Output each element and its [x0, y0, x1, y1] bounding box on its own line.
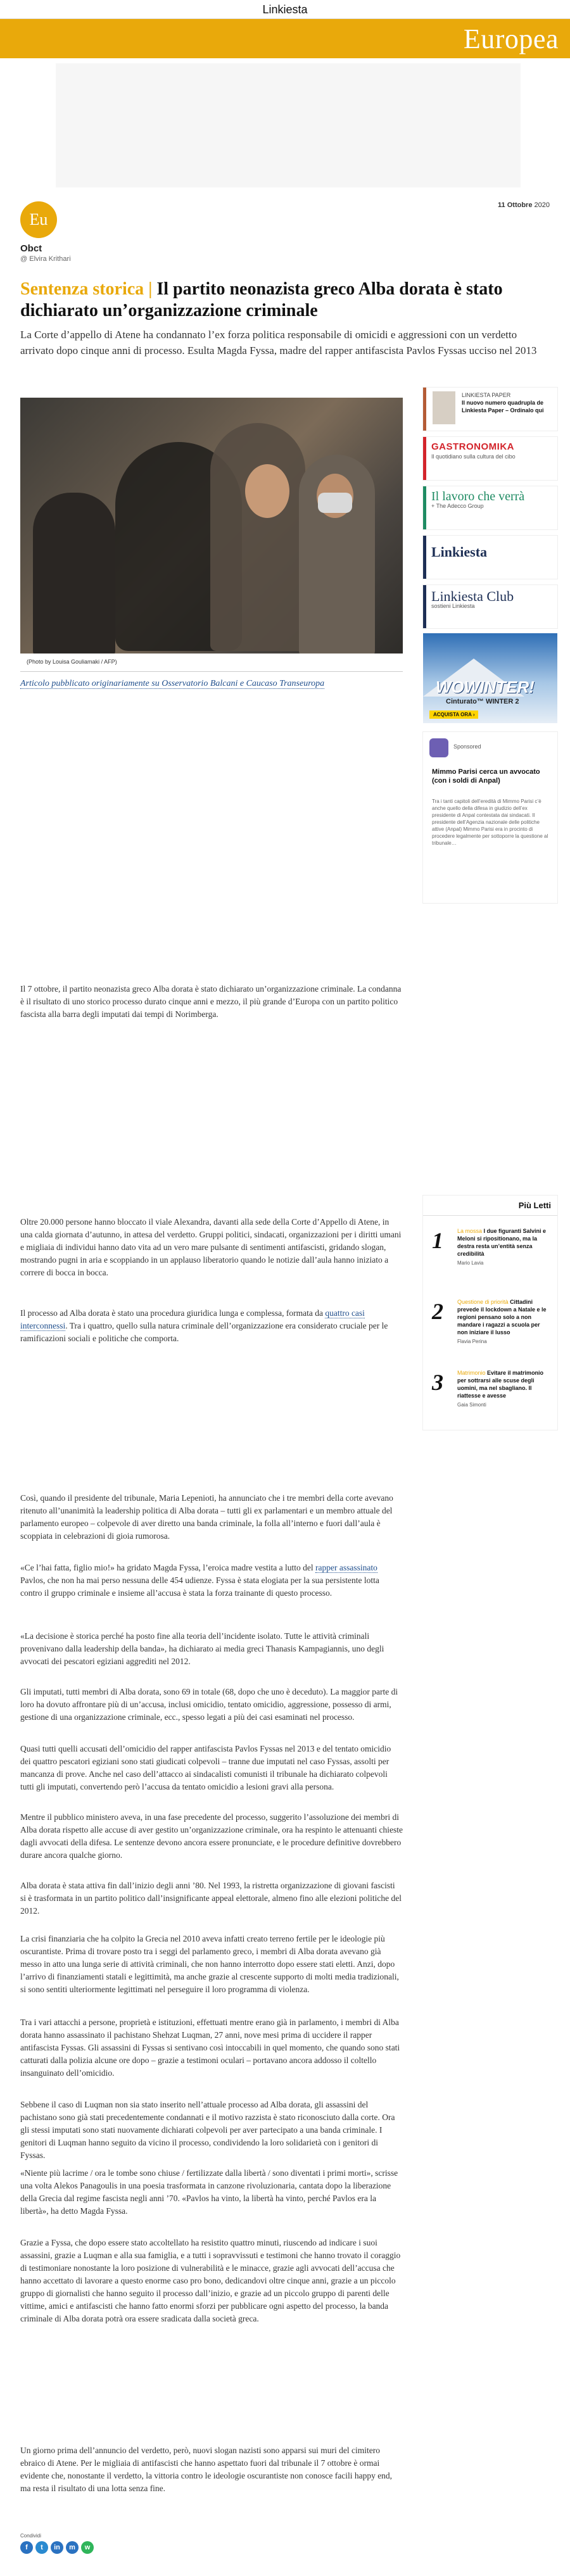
- share-label: Condividi: [20, 2533, 41, 2539]
- author-avatar[interactable]: Eu: [20, 201, 57, 238]
- author-row: [20, 201, 550, 263]
- paragraph-text: Il processo ad Alba dorata è stato una procedura giuridica lunga e complessa, formata da: [20, 1308, 326, 1318]
- article-paragraph: [20, 1307, 403, 1345]
- promo-gastro-sub: Il quotidiano sulla cultura del cibo: [431, 453, 516, 460]
- most-read-title: Più Letti: [423, 1196, 557, 1216]
- article-paragraph: Tra i vari attacchi a persone, proprietà e istituzioni, effettuati mentre erano già in parlamento, i membri di Alba dorata hanno assassinato il pachistano Shehzat Luqman, 27 anni, nove mesi prima di uccidere il rapper antifascista Fyssas. Gli assassini di Fyssas si sentivano così intoccabili in quel momento, che quando sono stati catturati dalla polizia alcune ore dopo – grazie a testimoni oculari – portavano ancora addosso il coltello insanguinato dell’omicidio.: [20, 2017, 400, 2078]
- section-banner: [0, 19, 570, 58]
- hero-photo[interactable]: [20, 398, 403, 653]
- article-date: [498, 201, 550, 209]
- whatsapp-share-icon[interactable]: w: [81, 2541, 94, 2554]
- item-title[interactable]: Cittadini prevede il lockdown a Natale e le regioni pensano solo a non mandare i ragazzi a scuola per non iniziare il lusso: [457, 1299, 547, 1335]
- promo-lavoro-sub: + The Adecco Group: [431, 503, 484, 509]
- article-paragraph: Grazie a Fyssa, che dopo essere stato accoltellato ha resistito quattro minuti, riuscendo ad indicare i suoi assassini, grazie a Luqman e alla sua famiglia, e a tutti i sopravvissuti e testimoni che hanno trovato il coraggio di testimoniare nonostante la loro posizione di vulnerabilità e le minacce, grazie agli avvocati dell’accusa che hanno accettato di lavorare a questo enorme caso pro bono, dedicandovi oltre cinque anni, grazie a un piccolo gruppo di giornalisti che hanno seguito il processo dall’inizio, e grazie ad un piccolo gruppo di parenti delle vittime, amici e antifascisti che hanno fatto enormi sforzi per pubblicare ogni aspetto del processo, la banda criminale di Alba dorata potrà ora essere sradicata dalla società greca.: [20, 2238, 401, 2323]
- promo-club-sub: sostieni Linkiesta: [431, 603, 475, 609]
- item-kicker: La mossa: [457, 1228, 483, 1234]
- article-paragraph: Gli imputati, tutti membri di Alba dorata, sono 69 in totale (68, dopo che uno è deceduto). La maggior parte di loro ha dovuto affrontare più di un’accusa, inclusi omicidio, tentato omicidio, aggressione, possesso di armi, gestione di una organizzazione criminale, ecc., spesso legati a più dei casi esaminati nel processo.: [20, 1687, 398, 1722]
- source-note: [20, 679, 403, 689]
- facebook-share-icon[interactable]: f: [20, 2541, 33, 2554]
- promo-linkiesta-title: Linkiesta: [431, 544, 488, 560]
- article-paragraph: Il 7 ottobre, il partito neonazista greco Alba dorata è stato dichiarato un’organizzazione criminale. La condanna è il risultato di uno storico processo durato cinque anni e mezzo, il più grande d’Europa con un partito politico fascista alla barra degli imputati dai tempi di Norimberga.: [20, 984, 402, 1019]
- article-paragraph: [20, 1562, 403, 1600]
- promo-gastronomika[interactable]: [423, 437, 557, 480]
- sponsored-title[interactable]: Mimmo Parisi cerca un avvocato (con i soldi di Anpal): [432, 768, 540, 785]
- site-logo[interactable]: Linkiesta: [262, 3, 308, 16]
- byline-prefix: @: [20, 255, 28, 263]
- author-name[interactable]: Obct: [20, 243, 42, 254]
- kicker-separator: |: [148, 279, 153, 299]
- promo-lavoro-title: Il lavoro che verrà: [431, 489, 525, 503]
- paper-cover-thumb: [433, 391, 455, 424]
- article-paragraph: «La decisione è storica perché ha posto fine alla teoria dell’incidente isolato. Tutte le attività criminali provenivano dalla leadership della banda», ha dichiarato ai media greci Thanasis Kampagiannis, uno degli avvocati dei pescatori egiziani aggrediti nel 2012.: [20, 1631, 384, 1666]
- twitter-share-icon[interactable]: t: [35, 2541, 48, 2554]
- item-author: Gaia Simonti: [457, 1402, 486, 1408]
- messenger-share-icon[interactable]: m: [66, 2541, 79, 2554]
- paragraph-text: . Tra i quattro, quello sulla natura criminale dell’organizzazione era considerato cruciale per le ramificazioni sociali e politiche che comporta.: [20, 1321, 388, 1343]
- rank-number: 2: [432, 1299, 443, 1324]
- ad-title: WOWINTER!: [436, 678, 535, 697]
- sponsored-card[interactable]: [423, 732, 557, 903]
- headline-title: Il partito neonazista greco Alba dorata è stato dichiarato un’organizzazione criminale: [20, 279, 503, 320]
- source-note-link[interactable]: Articolo pubblicato originariamente su Osservatorio Balcani e Caucaso Transeuropa: [20, 679, 325, 688]
- item-author: Mario Lavia: [457, 1260, 484, 1266]
- most-read-box: [423, 1196, 557, 1430]
- article-headline: [20, 279, 550, 322]
- ad-brand: Cinturato™ WINTER 2: [446, 698, 519, 705]
- sponsored-label: Sponsored: [453, 743, 481, 750]
- linkedin-share-icon[interactable]: in: [51, 2541, 63, 2554]
- ad-pirelli[interactable]: [423, 633, 557, 723]
- photo-caption: (Photo by Louisa Gouliamaki / AFP): [27, 659, 117, 665]
- divider: [20, 671, 403, 672]
- article-paragraph: «Niente più lacrime / ora le tombe sono chiuse / fertilizzate dalla libertà / sono diventati i primi morti», scrisse una volta Alekos Panagoulis in una poesia trasformata in canzone rivoluzionaria, cantata dopo la liberazione della Grecia dal regime fascista negli anni ’70. «Pavlos ha vinto, la libertà ha vinto, perché Pavlos era la libertà», ha detto Magda Fyssa.: [20, 2168, 398, 2216]
- promo-linkiesta-club[interactable]: [423, 585, 557, 628]
- article-paragraph: Mentre il pubblico ministero aveva, in una fase precedente del processo, suggerito l’assoluzione dei membri di Alba dorata rispetto alle accuse di aver gestito un’organizzazione criminale, ora ha respinto le attenuanti chieste dagli avvocati della difesa. Le sentenze devono ancora essere pronunciate, e le procedure definitive dovrebbero durare ancora qualche giorno.: [20, 1812, 403, 1860]
- article-paragraph: Così, quando il presidente del tribunale, Maria Lepenioti, ha annunciato che i tre membri della corte avevano ritenuto all’unanimità la leadership politica di Alba dorata – tutti gli ex parlamentari e un membro attuale del parlamento europeo – colpevole di aver diretto una banda criminale, la folla all’interno e fuori dall’aula è scoppiata in celebrazioni di gioia rumorosa.: [20, 1493, 393, 1541]
- byline-name[interactable]: Elvira Krithari: [29, 255, 71, 263]
- author-byline: [20, 255, 550, 263]
- promo-club-title: Linkiesta Club: [431, 588, 514, 604]
- site-header: [0, 0, 570, 19]
- article-paragraph: Un giorno prima dell’annuncio del verdetto, però, nuovi slogan nazisti sono apparsi sui muri del cimitero ebraico di Atene. Per le migliaia di antifascisti che hanno aspettato fuori dal tribunale il 7 ottobre è ormai evidente che, nonostante il verdetto, la vittoria contro le ideologie oscurantiste non conosce facili happy end, ma resta il risultato di una lotta senza fine.: [20, 2446, 393, 2493]
- sponsor-logo-icon: [429, 738, 448, 757]
- sponsored-text: Tra i tanti capitoli dell’eredità di Mimmo Parisi c’è anche quello della difesa in giudizio dell’ex presidente di Anpal contestata dai sindacati. Il presidente dell’Agenzia nazionale delle politiche attive (Anpal) Mimmo Parisi era in procinto di procedere legalmente per sottoporre la questione al tribunale…: [432, 799, 548, 846]
- date-year: 2020: [534, 201, 550, 209]
- item-kicker: Matrimonio: [457, 1370, 486, 1376]
- share-bar: [20, 2533, 210, 2554]
- article-paragraph: Quasi tutti quelli accusati dell’omicidio del rapper antifascista Pavlos Fyssas nel 2013 e del tentato omicidio dei quattro pescatori egiziani sono stati giudicati colpevoli – tranne due imputati nel caso Fyssas, assolti per mancanza di prove. Anche nel caso dell’attacco ai sindacalisti comunisti il tribunale ha dichiarato colpevoli tutti gli imputati, convertendo però l’accusa da tentato omicidio a lesioni gravi alla persona.: [20, 1744, 391, 1791]
- promo-gastro-title: GASTRONOMIKA: [431, 441, 514, 452]
- inline-link[interactable]: rapper assassinato: [315, 1563, 377, 1572]
- item-kicker: Questione di priorità: [457, 1299, 509, 1305]
- promo-paper-title: Il nuovo numero quadrupla de Linkiesta Paper – Ordinalo qui: [462, 400, 544, 414]
- ad-banner: [56, 63, 521, 187]
- headline-kicker: Sentenza storica: [20, 279, 144, 299]
- rank-number: 1: [432, 1228, 443, 1253]
- ad-cta-button[interactable]: ACQUISTA ORA ›: [429, 710, 478, 719]
- inline-link[interactable]: quattro casi interconnessi: [20, 1308, 365, 1330]
- promo-linkiesta[interactable]: [423, 536, 557, 579]
- section-title[interactable]: Europea: [463, 23, 559, 54]
- promo-linkiesta-paper[interactable]: [423, 388, 557, 431]
- item-author: Flavia Perina: [457, 1339, 487, 1344]
- promo-lavoro[interactable]: [423, 486, 557, 529]
- article-paragraph: Sebbene il caso di Luqman non sia stato inserito nell’attuale processo ad Alba dorata, gli assassini del pachistano sono già stati precedentemente condannati e il motivo razzista è stato riconosciuto dalla corte. Ora gli stessi imputati sono stati nuovamente dichiarati colpevoli per aver partecipato a una banda criminale. I genitori di Luqman hanno seguito da vicino il processo, condividendo la loro solidarietà con i genitori di Fyssas.: [20, 2100, 395, 2160]
- article-paragraph: Alba dorata è stata attiva fin dall’inizio degli anni ’80. Nel 1993, la ristretta organizzazione di giovani fascisti si è trasformata in un partito politico dall’insignificante appeal elettorale, almeno fino alle elezioni politiche del 2012.: [20, 1881, 402, 1916]
- article-standfirst: La Corte d’appello di Atene ha condannato l’ex forza politica responsabile di omicidi e aggressioni con un verdetto arrivato dopo cinque anni di processo. Esulta Magda Fyssa, madre del rapper antifascista Pavlos Fyssas ucciso nel 2013: [20, 329, 537, 357]
- paragraph-text: «Ce l’hai fatta, figlio mio!» ha gridato Magda Fyssa, l’eroica madre vestita a lutto del: [20, 1563, 315, 1572]
- article-paragraph: La crisi finanziaria che ha colpito la Grecia nel 2010 aveva infatti creato terreno fertile per le ideologie più oscurantiste. Prima di trovare posto tra i seggi del parlamento greco, i membri di Alba dorata avevano già messo in atto una lunga serie di attività criminali, che non hanno interrotto dopo essere stati eletti. Anzi, dopo l’arrivo di finanziamenti statali e legittimità, ma anche grazie al crescente supporto di molti media tradizionali, si sono sentiti ulteriormente legittimati nel perseguire il loro programma di violenza.: [20, 1934, 399, 1994]
- promo-paper-label: LINKIESTA PAPER: [462, 392, 511, 398]
- item-title[interactable]: I due figuranti Salvini e Meloni si ripositionano, ma la destra resta un’entità senza credibilità: [457, 1228, 547, 1257]
- article-paragraph: Oltre 20.000 persone hanno bloccato il viale Alexandra, davanti alla sede della Corte d’Appello di Atene, in una calda giornata d’autunno, in attesa del verdetto. Gruppi politici, sindacati, organizzazioni per i diritti umani e migliaia di individui hanno dato vita ad un vero mare pulsante di sentimenti antifascisti, gridando slogan, mostrando pugni in aria e scoppiando in un applauso liberatorio quando le notizie dall’aula hanno iniziato a correre di bocca in bocca.: [20, 1217, 402, 1277]
- date-day: 11 Ottobre: [498, 201, 533, 209]
- paragraph-text: Pavlos, che non ha mai perso nessuna delle 454 udienze. Fyssa è stata elogiata per la sua persistente lotta contro il gruppo criminale e insieme all’accusa è stata la forza trainante di questo processo.: [20, 1575, 379, 1598]
- item-title[interactable]: Evitare il matrimonio per sottrarsi alle scuse degli uomini, ma nel sbagliano. Il riattesse e avesse: [457, 1370, 544, 1399]
- rank-number: 3: [432, 1370, 443, 1395]
